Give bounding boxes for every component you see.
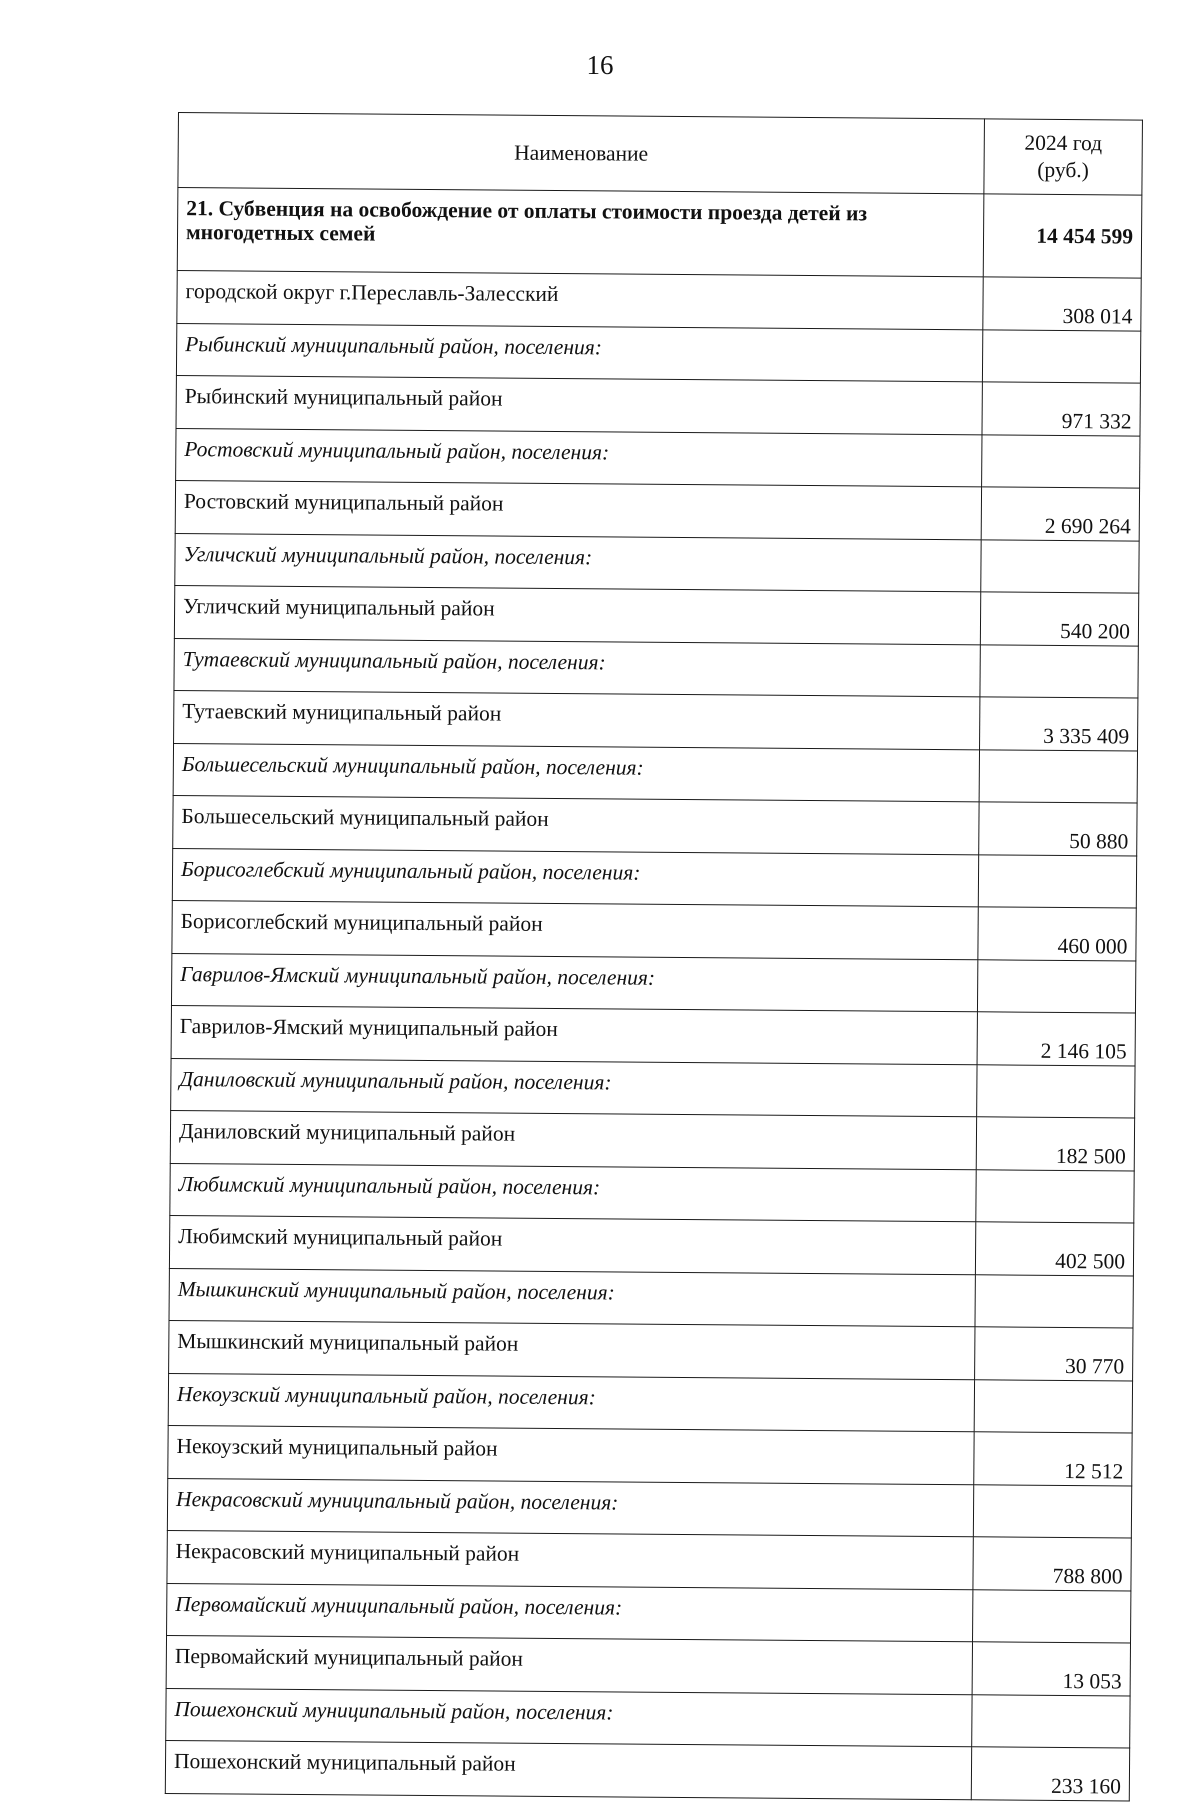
table-header-row [178, 113, 1143, 196]
district-name: Ростовский муниципальный район [175, 480, 981, 539]
amount-cell [976, 1170, 1134, 1223]
subheading-row [176, 428, 1140, 488]
section-title: 21. Субвенция на освобождение от оплаты стоимости проезда детей из многодетных семей [177, 188, 984, 277]
amount-cell [977, 960, 1135, 1013]
district-name: городской округ г.Переславль-Залесский [177, 270, 983, 329]
subheading-label: Угличский муниципальный район, поселения: [175, 533, 981, 591]
subheading-row [170, 1163, 1134, 1223]
amount-cell: 182 500 [976, 1117, 1134, 1171]
subheading-row [175, 533, 1139, 593]
subheading-label: Тутаевский муниципальный район, поселения: [174, 638, 980, 696]
header-amount: 2024 год (руб.) [984, 119, 1143, 195]
amount-cell [981, 540, 1139, 593]
section-row [177, 188, 1142, 279]
subheading-row [169, 1268, 1133, 1328]
subheading-row [171, 953, 1135, 1013]
subheading-row [167, 1583, 1131, 1643]
table-row [171, 1005, 1135, 1066]
amount-cell: 788 800 [973, 1537, 1131, 1591]
amount-cell: 30 770 [975, 1327, 1133, 1381]
subheading-row [172, 848, 1136, 908]
table-row [168, 1425, 1132, 1486]
table-row [175, 480, 1139, 541]
subheading-row [176, 323, 1140, 383]
subheading-row [166, 1688, 1130, 1748]
district-name: Борисоглебский муниципальный район [172, 900, 978, 959]
district-name: Тутаевский муниципальный район [174, 690, 980, 749]
amount-cell [979, 750, 1137, 803]
subheading-label: Мышкинский муниципальный район, поселения: [169, 1268, 975, 1326]
amount-cell: 971 332 [982, 382, 1140, 436]
amount-cell [977, 1065, 1135, 1118]
subheading-label: Ростовский муниципальный район, поселения: [176, 428, 982, 486]
district-name: Большесельский муниципальный район [173, 795, 979, 854]
district-name: Гаврилов-Ямский муниципальный район [171, 1005, 977, 1064]
district-name: Некрасовский муниципальный район [167, 1530, 973, 1589]
district-name: Угличский муниципальный район [174, 585, 980, 644]
amount-cell [982, 435, 1140, 488]
subheading-row [174, 638, 1138, 698]
amount-cell: 50 880 [979, 802, 1137, 856]
table-row [170, 1110, 1134, 1171]
amount-cell [973, 1590, 1131, 1643]
subheading-row [167, 1478, 1131, 1538]
amount-cell: 3 335 409 [980, 697, 1138, 751]
amount-cell: 402 500 [975, 1222, 1133, 1276]
district-name: Мышкинский муниципальный район [169, 1320, 975, 1379]
subheading-label: Пошехонский муниципальный район, поселения: [166, 1688, 972, 1746]
amount-cell [973, 1485, 1131, 1538]
subheading-label: Любимский муниципальный район, поселения: [170, 1163, 976, 1221]
table-row [177, 270, 1141, 331]
amount-cell [980, 645, 1138, 698]
table-row [169, 1320, 1133, 1381]
amount-cell: 460 000 [978, 907, 1136, 961]
section-amount: 14 454 599 [983, 194, 1142, 278]
page-number: 16 [586, 50, 614, 80]
amount-cell [975, 1275, 1133, 1328]
table-row [174, 690, 1138, 751]
table-row [166, 1635, 1130, 1696]
subheading-label: Первомайский муниципальный район, поселения: [167, 1583, 973, 1641]
subheading-row [173, 743, 1137, 803]
subheading-label: Борисоглебский муниципальный район, поселения: [172, 848, 978, 906]
table-row [172, 900, 1136, 961]
amount-cell: 2 146 105 [977, 1012, 1135, 1066]
subheading-label: Рыбинский муниципальный район, поселения: [176, 323, 982, 381]
amount-cell: 233 160 [971, 1747, 1129, 1801]
amount-cell: 13 053 [972, 1642, 1130, 1696]
district-name: Даниловский муниципальный район [170, 1110, 976, 1169]
table-row [176, 375, 1140, 436]
table-row [169, 1215, 1133, 1276]
table-row [174, 585, 1138, 646]
subvention-table [165, 112, 1143, 1802]
table-row [165, 1740, 1129, 1801]
table-row [173, 795, 1137, 856]
amount-cell: 2 690 264 [981, 487, 1139, 541]
district-name: Рыбинский муниципальный район [176, 375, 982, 434]
amount-cell: 12 512 [974, 1432, 1132, 1486]
district-name: Любимский муниципальный район [169, 1215, 975, 1274]
district-name: Пошехонский муниципальный район [165, 1740, 971, 1799]
header-name: Наименование [178, 113, 985, 194]
subheading-label: Большесельский муниципальный район, поселения: [173, 743, 979, 801]
subheading-label: Гаврилов-Ямский муниципальный район, поселения: [171, 953, 977, 1011]
amount-cell [978, 855, 1136, 908]
amount-cell [972, 1695, 1130, 1748]
table-row [167, 1530, 1131, 1591]
subheading-label: Даниловский муниципальный район, поселения: [171, 1058, 977, 1116]
amount-cell: 308 014 [983, 277, 1141, 331]
district-name: Некоузский муниципальный район [168, 1425, 974, 1484]
district-name: Первомайский муниципальный район [166, 1635, 972, 1694]
amount-cell [974, 1380, 1132, 1433]
subheading-row [171, 1058, 1135, 1118]
subheading-row [168, 1373, 1132, 1433]
subheading-label: Некрасовский муниципальный район, поселения: [167, 1478, 973, 1536]
amount-cell [982, 330, 1140, 383]
amount-cell: 540 200 [980, 592, 1138, 646]
subheading-label: Некоузский муниципальный район, поселения: [168, 1373, 974, 1431]
